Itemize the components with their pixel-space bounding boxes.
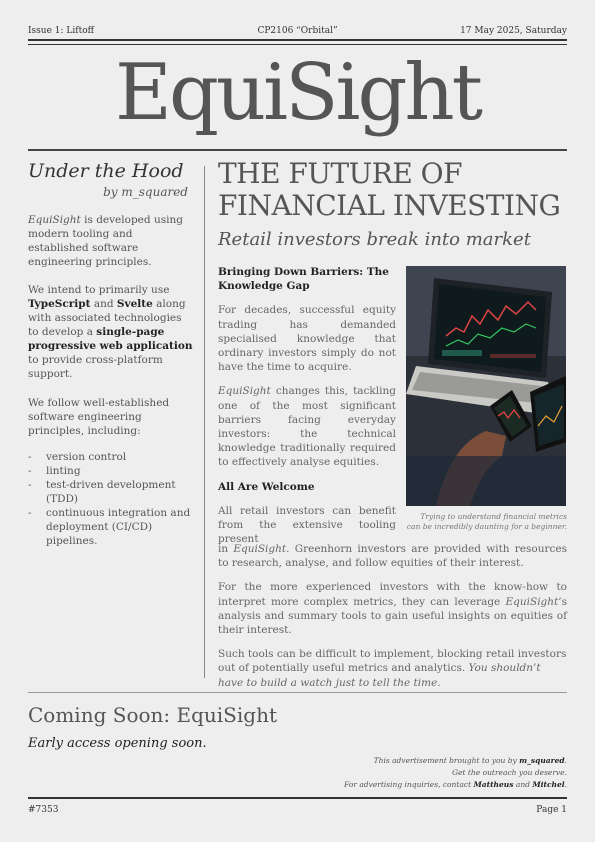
section-heading: Bringing Down Barriers: The Knowledge Gap [218,266,389,293]
list-item: - continuous integration and deployment (CI/CD) pipelines. [28,507,191,547]
sidebar-list [28,450,193,548]
article-para-4: For the more experienced investors with the know-how to interpret more complex metrics, they can leverage EquiSight’s analysis and summary tools to gain useful insights on equities of their interest. [218,581,567,637]
sidebar-para-2: We intend to primarily use TypeScript and Svelte along with associated technologies to develop a single-page progressive web application to provide cross-platform support. [28,284,193,380]
masthead-title: EquiSight [115,48,480,138]
list-item: - linting [28,465,81,477]
course-code: CP2106 “Orbital” [257,26,338,36]
section-heading: All Are Welcome [218,480,315,493]
footer-id: #7353 [28,805,59,815]
sidebar-para-1: EquiSight is developed using modern tooling and established software engineering principles. [28,214,183,268]
sidebar-heading: Under the Hood [28,160,184,182]
article-col-top [218,265,396,546]
brand-name: EquiSight [28,214,81,226]
ad-line-1: This advertisement brought to you by m_squared. [373,756,567,765]
promo-rule [28,692,567,693]
article-subhead: Retail investors break into market [218,229,531,250]
list-item: - version control [28,451,127,463]
issue-date: 17 May 2025, Saturday [460,26,567,36]
page-number: Page 1 [536,805,567,815]
brand-name: EquiSight [505,595,559,608]
promo-subtitle: Early access opening soon. [28,736,207,751]
ad-line-2: Get the outreach you deserve. [452,768,567,777]
trading-photo [406,266,566,506]
promo-title: Coming Soon: EquiSight [28,703,278,727]
article-para-1: For decades, successful equity trading has demanded specialised knowledge that ordinary investors simply do not have the time to acquire. [218,304,396,374]
article-para-3b: in EquiSight. Greenhorn investors are provided with resources to research, analyse, and follow equities of their interest. [218,543,567,570]
article-para-5: Such tools can be difficult to implement, blocking retail investors out of potentially useful metrics and analytics. You shouldn’t have to build a watch just to tell the time. [218,648,567,689]
top-rule-thin [28,44,567,45]
photo-caption: Trying to understand financial metrics can be incredibly daunting for a beginner. [406,512,567,531]
brand-name: EquiSight [218,385,271,398]
sidebar-byline: by m_squared [103,185,188,199]
list-item: - test-driven development (TDD) [28,479,176,505]
article-para-3a: All retail investors can benefit from the extensive tooling present [218,504,396,546]
ad-line-3: For advertising inquiries, contact Mattheus and Mitchel. [344,780,567,789]
issue-label: Issue 1: Liftoff [28,26,95,36]
article-headline: THE FUTURE OF FINANCIAL INVESTING [218,157,561,222]
top-rule [28,39,567,41]
article-para-2: EquiSight changes this, tackling one of the most significant barriers facing everyday investors: the technical knowledge traditionally required to effectively analyse equities. [218,385,396,469]
brand-name: EquiSight [233,543,287,555]
article-col-bottom [218,542,567,690]
sidebar-para-3: We follow well-established software engineering principles, including: [28,397,170,437]
column-divider [204,166,205,678]
masthead-rule [28,149,567,151]
footer-rule [28,797,567,799]
